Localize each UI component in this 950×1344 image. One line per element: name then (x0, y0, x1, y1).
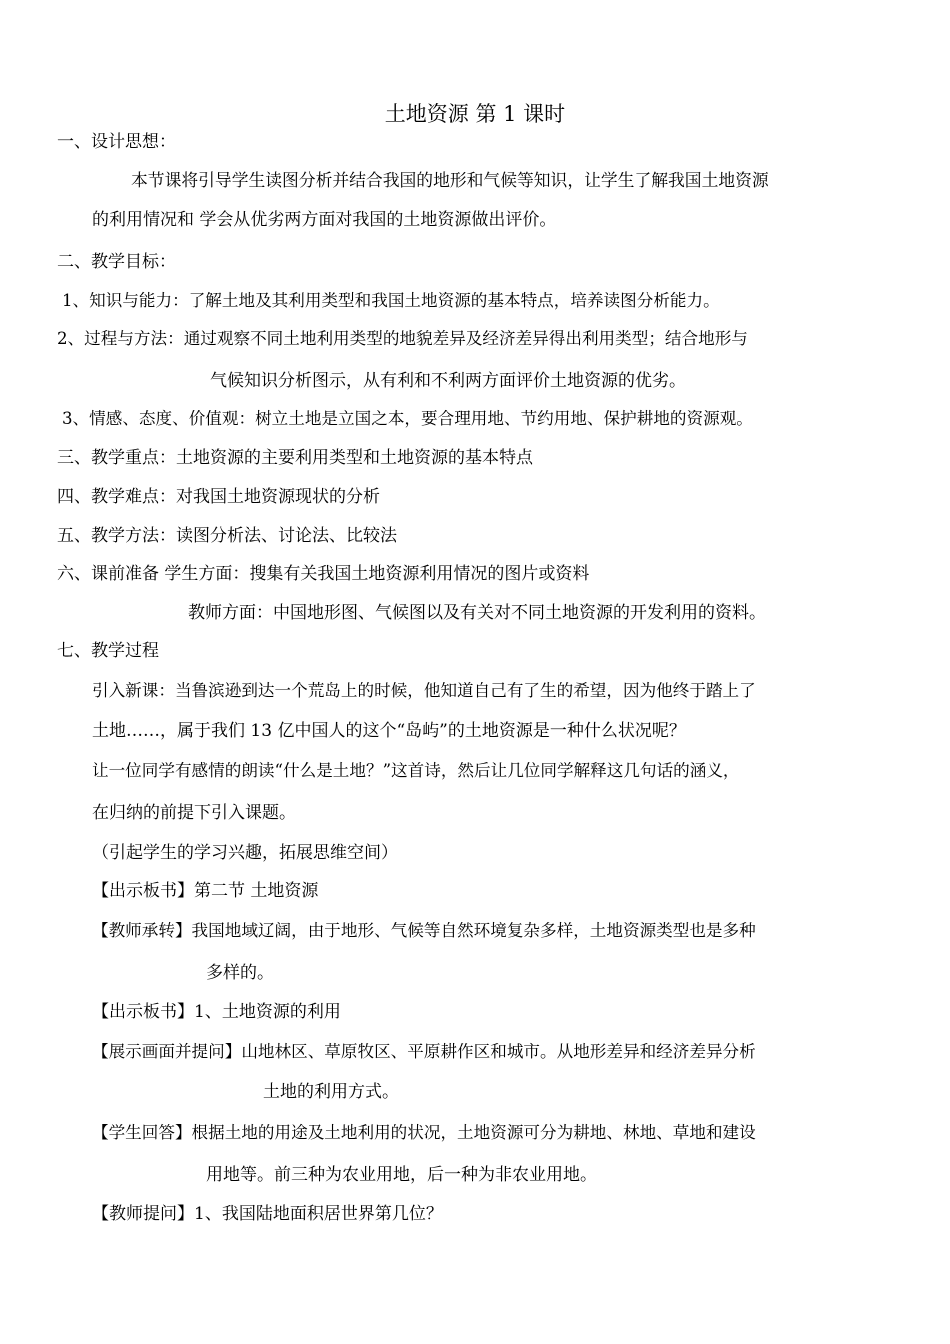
intro-paragraph-line-2: 土地……，属于我们 13 亿中国人的这个“岛屿”的土地资源是一种什么状况呢？ (92, 721, 686, 741)
teacher-transition-line-1: 【教师承转】我国地域辽阔，由于地形、气候等自然环境复杂多样，土地资源类型也是多种 (92, 921, 756, 940)
document-title: 土地资源 第 1 课时 (384, 102, 566, 126)
section-6-preparation-teachers: 教师方面：中国地形图、气候图以及有关对不同土地资源的开发利用的资料。 (188, 603, 766, 623)
reading-activity-line-2: 在归纳的前提下引入课题。 (92, 803, 296, 823)
section-2-heading: 二、教学目标： (57, 252, 176, 272)
design-idea-paragraph-line-2: 的利用情况和 学会从优劣两方面对我国的土地资源做出评价。 (92, 210, 557, 230)
board-section-title: 【出示板书】第二节 土地资源 (92, 881, 319, 901)
objective-knowledge: 1、知识与能力：了解土地及其利用类型和我国土地资源的基本特点，培养读图分析能力。 (62, 291, 720, 310)
reading-activity-line-1: 让一位同学有感情的朗读“什么是土地？”这首诗，然后让几位同学解释这几句话的涵义， (92, 761, 740, 780)
section-7-heading: 七、教学过程 (57, 641, 159, 661)
section-1-heading: 一、设计思想： (57, 132, 176, 152)
design-idea-paragraph-line-1: 本节课将引导学生读图分析并结合我国的地形和气候等知识，让学生了解我国土地资源 (131, 170, 769, 190)
student-answer-line-2: 用地等。前三种为农业用地，后一种为非农业用地。 (206, 1165, 597, 1185)
display-question-line-1: 【展示画面并提问】山地林区、草原牧区、平原耕作区和城市。从地形差异和经济差异分析 (92, 1042, 756, 1061)
teacher-question: 【教师提问】1、我国陆地面积居世界第几位？ (92, 1204, 443, 1224)
display-question-line-2: 土地的利用方式。 (263, 1082, 399, 1102)
objective-attitude: 3、情感、态度、价值观：树立土地是立国之本，要合理用地、节约用地、保护耕地的资源观。 (62, 409, 753, 428)
interest-note: （引起学生的学习兴趣，拓展思维空间） (92, 843, 398, 863)
section-3-key-points: 三、教学重点：土地资源的主要利用类型和土地资源的基本特点 (57, 448, 533, 468)
student-answer-line-1: 【学生回答】根据土地的用途及土地利用的状况，土地资源可分为耕地、林地、草地和建设 (92, 1123, 756, 1142)
section-5-methods: 五、教学方法：读图分析法、讨论法、比较法 (57, 526, 397, 546)
objective-process-line-1: 2、过程与方法：通过观察不同土地利用类型的地貌差异及经济差异得出利用类型；结合地形与 (57, 329, 748, 348)
section-6-preparation-students: 六、课前准备 学生方面：搜集有关我国土地资源利用情况的图片或资料 (57, 564, 590, 584)
section-4-difficulties: 四、教学难点：对我国土地资源现状的分析 (57, 487, 380, 507)
teacher-transition-line-2: 多样的。 (206, 963, 274, 983)
objective-process-line-2: 气候知识分析图示，从有利和不利两方面评价土地资源的优劣。 (210, 371, 686, 391)
board-land-use: 【出示板书】1、土地资源的利用 (92, 1002, 341, 1022)
intro-paragraph-line-1: 引入新课：当鲁滨逊到达一个荒岛上的时候，他知道自己有了生的希望，因为他终于踏上了 (92, 681, 756, 700)
